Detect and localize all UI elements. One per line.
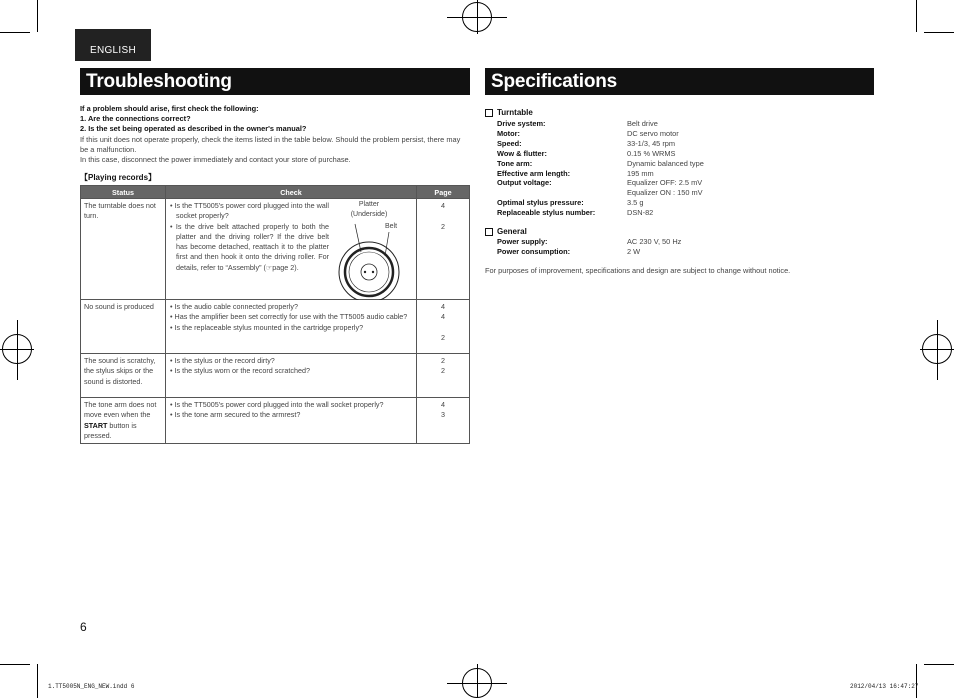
spec-key: Drive system: <box>497 119 546 128</box>
platter-diagram: Platter (Underside) Belt <box>337 200 417 300</box>
header-page: Page <box>417 186 470 199</box>
header-status: Status <box>81 186 166 199</box>
spec-value: 195 mm <box>627 168 654 178</box>
table-row <box>81 398 470 444</box>
crop-mark <box>924 664 954 665</box>
page-cell: 2 2 <box>417 354 470 398</box>
page-cell: 4 2 <box>417 199 470 300</box>
spec-value: Dynamic balanced type <box>627 158 704 168</box>
spec-key: Wow & flutter: <box>497 148 547 158</box>
spec-value: Equalizer ON : 150 mV <box>627 188 703 198</box>
file-info: 1.TT5005N_ENG_NEW.indd 6 <box>48 683 135 690</box>
spec-note: For purposes of improvement, specifications and design are subject to change without notice. <box>485 266 791 275</box>
spec-key: Optimal stylus pressure: <box>497 198 584 208</box>
spec-key: Speed: <box>497 138 522 148</box>
troubleshooting-table <box>80 185 470 444</box>
check-cell: • Is the TT5005's power cord plugged into the wall socket properly? • Is the drive belt attached properly to both the platter and the driving roller? If the drive belt has become detached, reattach it to the platter first and then hook it onto the driving roller. For details, refer to “Assembly” (☞page 2). Platter (Underside) Belt <box>166 199 417 300</box>
general-heading: General <box>485 227 527 236</box>
crop-mark <box>924 32 954 33</box>
check-cell: • Is the audio cable connected properly? • Has the amplifier been set correctly for use with the TT5005 audio cable? • Is the replaceable stylus mounted in the cartridge properly? <box>166 300 417 354</box>
spec-key: Power supply: <box>497 237 548 246</box>
platter-icon <box>337 200 417 300</box>
spec-key: Power consumption: <box>497 246 571 256</box>
crop-mark <box>37 0 38 32</box>
status-cell: The sound is scratchy, the stylus skips or the sound is distorted. <box>81 354 166 398</box>
troubleshooting-intro: If a problem should arise, first check the following: 1. Are the connections correct? 2. Is the set being operated as described in the owner's manual? If this unit does not operate properly, check the items listed in the table below. Should the problem persist, there may be a malfunction. In this case, disconnect the power immediately and contact your store of purchase. <box>80 104 461 165</box>
status-cell: No sound is produced <box>81 300 166 354</box>
crop-mark <box>0 664 30 665</box>
spec-value: 2 W <box>627 246 641 256</box>
spec-value: Belt drive <box>627 119 658 128</box>
page-cell: 4 4 2 <box>417 300 470 354</box>
spec-key: Effective arm length: <box>497 168 571 178</box>
spec-key: Motor: <box>497 128 520 138</box>
spec-value: DSN-82 <box>627 208 654 218</box>
status-cell: The tone arm does not move even when the START button is pressed. <box>81 398 166 444</box>
crop-mark <box>916 664 917 698</box>
table-row <box>81 354 470 398</box>
spec-key: Output voltage: <box>497 178 552 188</box>
check-cell: • Is the stylus or the record dirty? • Is the stylus worn or the record scratched? <box>166 354 417 398</box>
language-tab: ENGLISH <box>75 29 151 61</box>
checkbox-icon <box>485 228 493 236</box>
specifications-title: Specifications <box>485 68 874 95</box>
page-cell: 4 3 <box>417 398 470 444</box>
status-cell: The turntable does not turn. <box>81 199 166 300</box>
spec-value: 3.5 g <box>627 198 644 208</box>
spec-value: 33-1/3, 45 rpm <box>627 138 676 148</box>
section-label: 【Playing records】 <box>80 173 157 182</box>
crop-mark <box>0 32 30 33</box>
table-row <box>81 199 470 300</box>
checkbox-icon <box>485 109 493 117</box>
spec-value: Equalizer OFF: 2.5 mV <box>627 178 703 188</box>
spec-key: Replaceable stylus number: <box>497 208 596 218</box>
check-cell: • Is the TT5005's power cord plugged into the wall socket properly? • Is the tone arm secured to the armrest? <box>166 398 417 444</box>
spec-value: AC 230 V, 50 Hz <box>627 237 682 246</box>
troubleshooting-title: Troubleshooting <box>80 68 470 95</box>
header-check: Check <box>166 186 417 199</box>
crop-mark <box>916 0 917 32</box>
spec-value: 0.15 % WRMS <box>627 148 676 158</box>
page-number: 6 <box>80 620 87 634</box>
print-timestamp: 2012/04/13 16:47:27 <box>850 683 919 690</box>
spec-key: Tone arm: <box>497 158 533 168</box>
crop-mark <box>37 664 38 698</box>
table-row <box>81 300 470 354</box>
turntable-heading: Turntable <box>485 108 533 117</box>
spec-value: DC servo motor <box>627 128 679 138</box>
